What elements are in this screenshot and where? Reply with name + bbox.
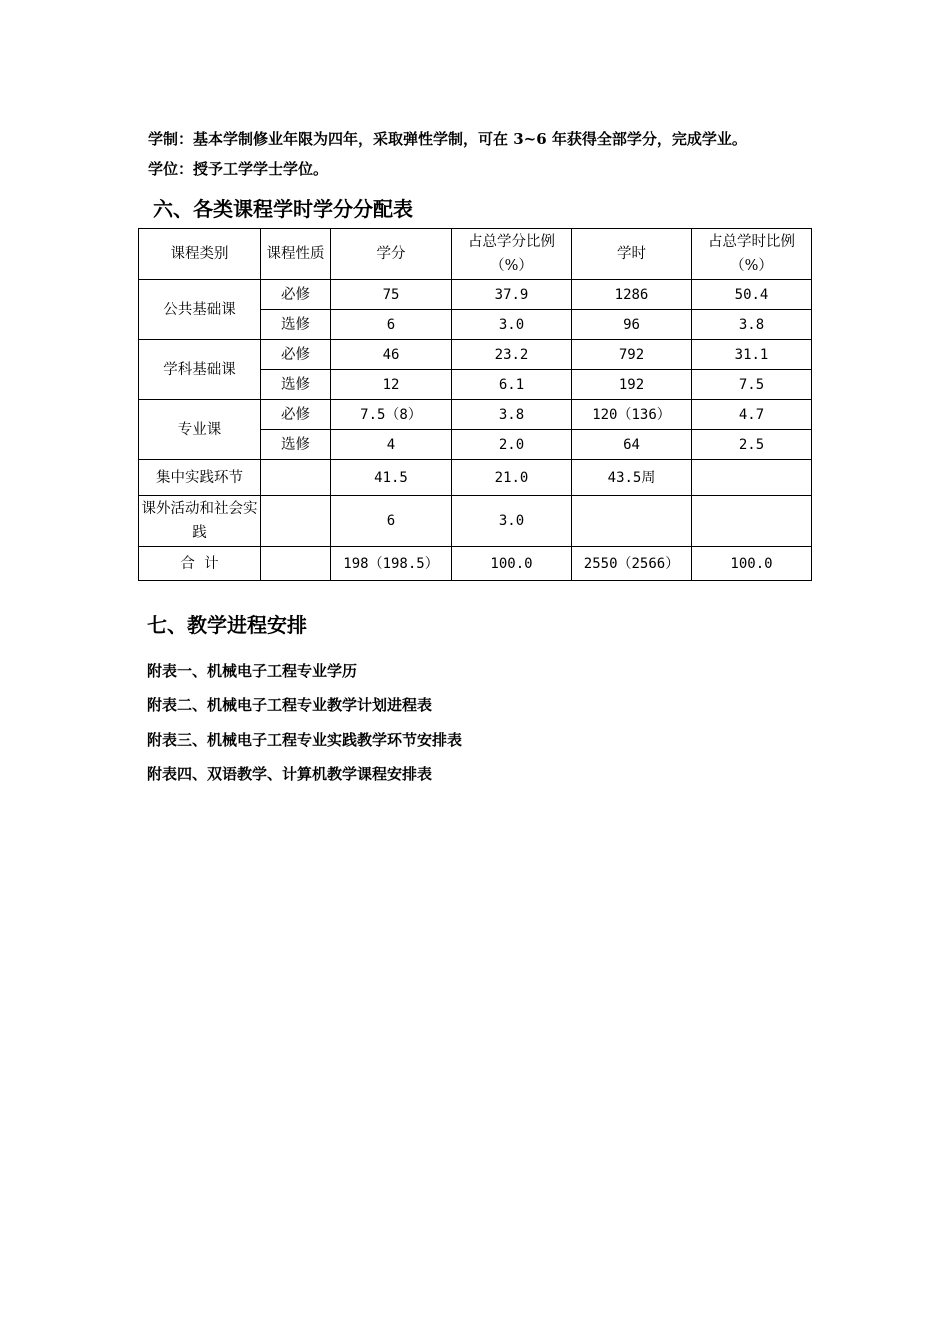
credit-pct-cell: 100.0 [452, 547, 572, 581]
category-cell: 专业课 [139, 400, 261, 460]
credit-pct-cell: 3.0 [452, 496, 572, 547]
credits-cell: 12 [331, 370, 452, 400]
appendix-item: 附表三、机械电子工程专业实践教学环节安排表 [147, 731, 463, 749]
credits-cell: 41.5 [331, 460, 452, 496]
hour-pct-cell: 31.1 [692, 340, 812, 370]
credits-cell: 6 [331, 496, 452, 547]
hour-pct-cell: 2.5 [692, 430, 812, 460]
schooling-system-text: 学制：基本学制修业年限为四年，采取弹性学制，可在 3~6 年获得全部学分，完成学业。 [148, 130, 747, 148]
nature-cell [261, 460, 331, 496]
header-nature: 课程性质 [261, 229, 331, 280]
hours-cell: 2550（2566） [572, 547, 692, 581]
hour-pct-cell: 50.4 [692, 280, 812, 310]
table-row [139, 400, 812, 430]
nature-cell [261, 496, 331, 547]
hour-pct-cell: 4.7 [692, 400, 812, 430]
hour-pct-cell: 100.0 [692, 547, 812, 581]
hours-cell: 120（136） [572, 400, 692, 430]
hours-cell: 64 [572, 430, 692, 460]
credits-cell: 4 [331, 430, 452, 460]
nature-cell: 选修 [261, 310, 331, 340]
header-category: 课程类别 [139, 229, 261, 280]
hours-cell: 96 [572, 310, 692, 340]
credit-hour-allocation-table [138, 228, 812, 581]
credits-cell: 6 [331, 310, 452, 340]
hours-cell: 792 [572, 340, 692, 370]
table-row [139, 280, 812, 310]
category-cell: 课外活动和社会实践 [139, 496, 261, 547]
credits-cell: 198（198.5） [331, 547, 452, 581]
nature-cell [261, 547, 331, 581]
credit-pct-cell: 3.8 [452, 400, 572, 430]
credit-pct-cell: 3.0 [452, 310, 572, 340]
credits-cell: 75 [331, 280, 452, 310]
category-cell: 集中实践环节 [139, 460, 261, 496]
appendix-item: 附表一、机械电子工程专业学历 [147, 662, 358, 680]
hours-cell: 43.5周 [572, 460, 692, 496]
credits-cell: 7.5（8） [331, 400, 452, 430]
category-cell: 公共基础课 [139, 280, 261, 340]
table-header-row [139, 229, 812, 280]
category-cell: 合 计 [139, 547, 261, 581]
hour-pct-cell: 7.5 [692, 370, 812, 400]
credit-pct-cell: 23.2 [452, 340, 572, 370]
degree-text: 学位：授予工学学士学位。 [148, 160, 329, 178]
credit-pct-cell: 2.0 [452, 430, 572, 460]
hours-cell: 192 [572, 370, 692, 400]
hours-cell: 1286 [572, 280, 692, 310]
credits-cell: 46 [331, 340, 452, 370]
nature-cell: 必修 [261, 280, 331, 310]
header-credits: 学分 [331, 229, 452, 280]
hour-pct-cell [692, 460, 812, 496]
header-hour-pct: 占总学时比例（%） [692, 229, 812, 280]
credit-pct-cell: 21.0 [452, 460, 572, 496]
table-row-total [139, 547, 812, 581]
nature-cell: 选修 [261, 370, 331, 400]
appendix-item: 附表四、双语教学、计算机教学课程安排表 [147, 765, 433, 783]
nature-cell: 必修 [261, 340, 331, 370]
section-6-title: 六、各类课程学时学分分配表 [153, 197, 413, 221]
header-hours: 学时 [572, 229, 692, 280]
category-cell: 学科基础课 [139, 340, 261, 400]
hours-cell [572, 496, 692, 547]
nature-cell: 选修 [261, 430, 331, 460]
hour-pct-cell [692, 496, 812, 547]
section-7-title: 七、教学进程安排 [147, 613, 307, 637]
credit-pct-cell: 6.1 [452, 370, 572, 400]
table-row [139, 340, 812, 370]
header-credit-pct: 占总学分比例（%） [452, 229, 572, 280]
nature-cell: 必修 [261, 400, 331, 430]
table-row-practice [139, 460, 812, 496]
table-row-extracurricular [139, 496, 812, 547]
hour-pct-cell: 3.8 [692, 310, 812, 340]
credit-pct-cell: 37.9 [452, 280, 572, 310]
appendix-item: 附表二、机械电子工程专业教学计划进程表 [147, 696, 433, 714]
